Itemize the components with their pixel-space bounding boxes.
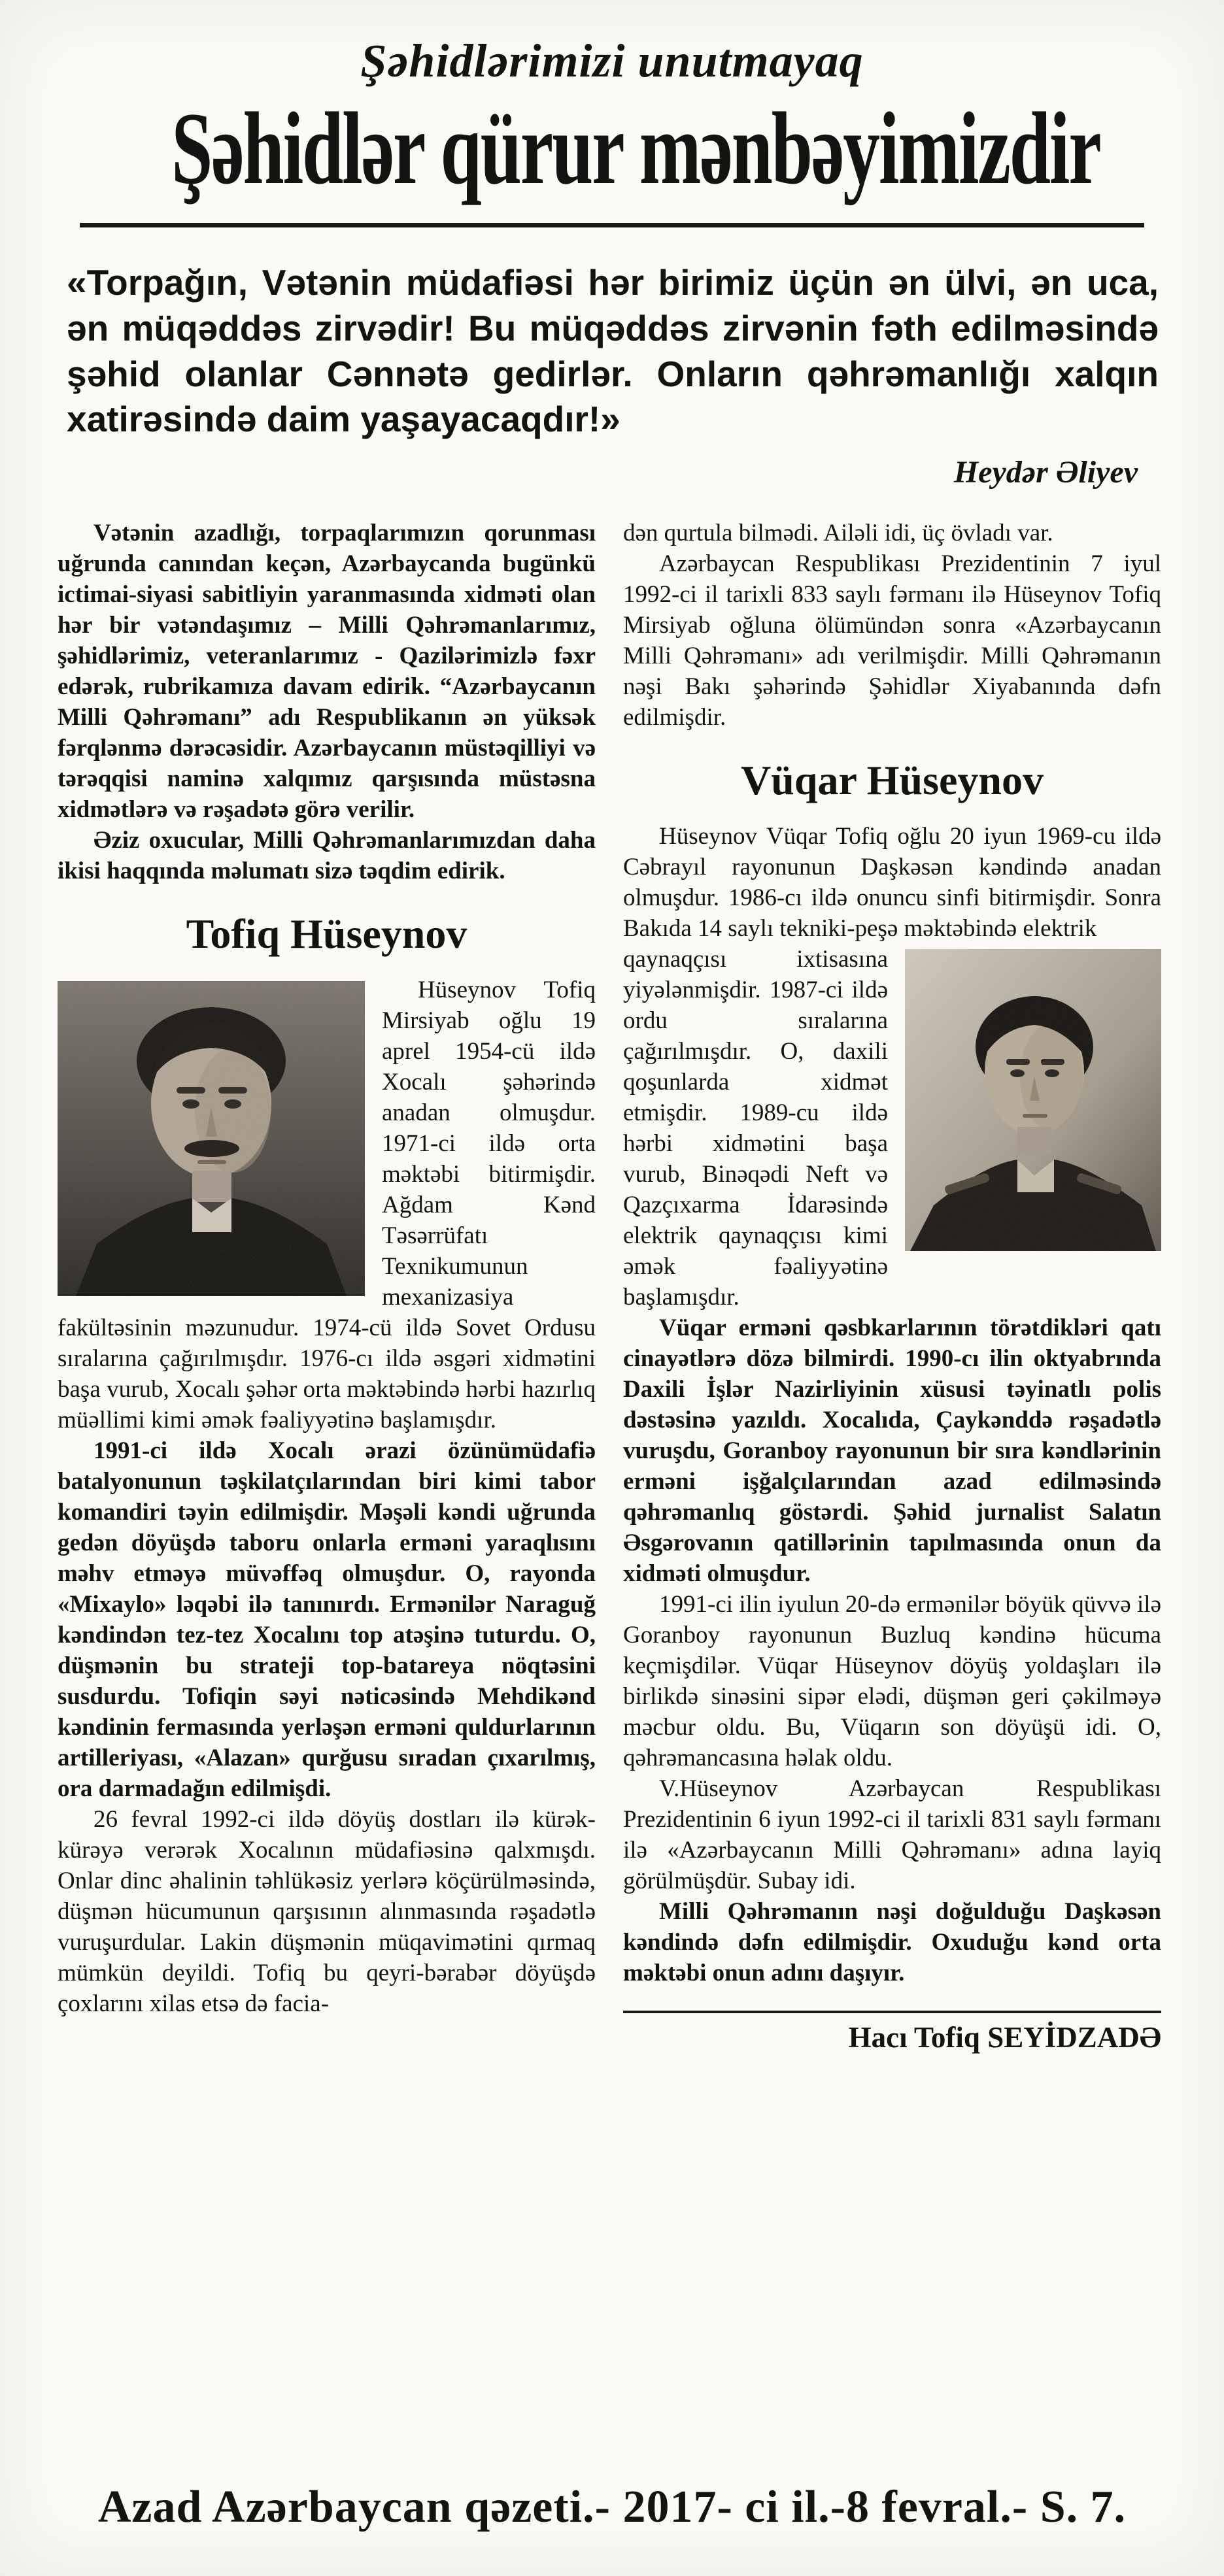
paragraph: 26 fevral 1992-ci ildə döyüş dostları ilə kürək-kürəyə verərək Xocalının müdafiəsinə qalxmışdı. Onlar dinc əhalinin təhlükəsiz yerlərə köçürülməsində, düşmən hücumunun qarşısının alınmasında rəşadətlə vuruşurdular. Lakin düşmənin müqavimətini qırmaq mümkün deyildi. Tofiq bu qeyri-bərabər döyüşdə çoxlarını xilas etsə də facia-: [58, 1805, 596, 2017]
source-citation: Azad Azərbaycan qəzeti.- 2017- ci il.-8 fevral.- S. 7.: [97, 2482, 1127, 2532]
section-title-vuqar: Vüqar Hüseynov: [741, 757, 1044, 804]
paragraph: qaynaqçısı ixtisasına yiyələnmişdir. 1987-ci ildə ordu sıralarına çağırılmışdır. O, daxili qoşunlarda xidmət etmişdir. 1989-cu ildə hərbi xidmətini başa vurub, Binəqədi Neft və Qazçıxarma İdarəsində elektrik qaynaqçısı kimi əmək fəaliyyətinə başlamışdır.: [623, 945, 888, 1311]
continuation-paragraphs: [623, 518, 1161, 733]
right-column: [623, 518, 1161, 2052]
paragraph: Milli Qəhrəmanın nəşi doğulduğu Daşkəsən kəndində dəfn edilmişdir. Oxuduğu kənd orta məktəbi onun adını daşıyır.: [623, 1898, 1161, 1986]
paragraph: Hüseynov Tofiq Mirsiyab oğlu 19 aprel 1954-cü ildə Xocalı şəhərində anadan olmuşdur. 1971-ci ildə orta məktəbi bitirmişdir. Ağdam Kənd Təsərrüfatı Texnikumunun mexanizasiya fakültəsinin məzunudur. 1974-cü ildə Sovet Ordusu sıralarına çağırılmışdır. 1976-cı ildə əsgəri xidmətini başa vurub, Xocalı şəhər orta məktəbində hərbi hazırlıq müəllimi kimi əmək fəaliyyətinə başlamışdır.: [58, 976, 596, 1433]
tofiq-huseynov-photo: [58, 981, 365, 1296]
paragraph: Vüqar erməni qəsbkarlarının törətdikləri qatı cinayətlərə dözə bilmirdi. 1990-cı ilin oktyabrında Daxili İşlər Nazirliyinin xüsusi təyinatlı polis dəstəsinə yazıldı. Xocalıda, Çaykənddə rəşadətlə vuruşdu, Goranboy rayonunun bir sıra kəndlərinin erməni işğalçılarından azad edilməsində qəhrəmanlıq göstərdi. Şəhid jurnalist Salatın Əsgərovanın qatillərinin tapılmasında onun da xidməti olmuşdur.: [623, 1314, 1161, 1587]
quote-attribution: Heydər Əliyev: [953, 455, 1138, 490]
vuqar-article: [623, 821, 1161, 1988]
vuqar-huseynov-photo: [905, 949, 1161, 1251]
left-column: [58, 518, 596, 2052]
portrait-photo-icon: [58, 981, 365, 1296]
tofiq-article: [58, 975, 596, 2019]
paragraph: dən qurtula bilmədi. Ailəli idi, üç övladı var.: [623, 520, 1053, 547]
byline: Hacı Tofiq SEYİDZADƏ: [848, 2020, 1161, 2054]
kicker: Şəhidlərimizi unutmayaq: [360, 35, 864, 87]
paragraph: Azərbaycan Respublikası Prezidentinin 7 iyul 1992-ci il tarixli 833 saylı fərmanı ilə Hüseynov Tofiq Mirsiyab oğluna ölümündən sonra «Azərbaycanın Milli Qəhrəmanı» adı verilmişdir. Milli Qəhrəmanın nəşi Bakı şəhərində Şəhidlər Xiyabanında dəfn edilmişdir.: [623, 550, 1161, 731]
paragraph: Hüseynov Vüqar Tofiq oğlu 20 iyun 1969-cu ildə Cəbrayıl rayonunun Daşkəsən kəndində anadan olmuşdur. 1986-cı ildə onuncu sinfi bitirmişdir. Sonra Bakıda 14 saylı tekniki-peşə məktəbində elektrik: [623, 822, 1161, 942]
article-columns: [58, 518, 1161, 2052]
page-title: Şəhidlər qürur mənbəyimizdir: [171, 92, 1100, 206]
byline-divider: [623, 2011, 1161, 2013]
headline-divider: [80, 223, 1144, 227]
intro-paragraphs: [58, 518, 596, 886]
portrait-photo-icon: [905, 949, 1161, 1251]
paragraph: 1991-ci ildə Xocalı ərazi özünümüdafiə batalyonunun təşkilatçılarından biri kimi tabor komandiri təyin edilmişdir. Məşəli kəndi uğrunda gedən döyüşdə taboru onlarla erməni yaraqlısını məhv etməyə müvəffəq olmuşdur. O, rayonda «Mixaylo» ləqəbi ilə tanınırdı. Ermənilər Naraguğ kəndindən tez-tez Xocalını top atəşinə tuturdu. O, düşmənin bu strateji top-batareya nöqtəsini susdurdu. Tofiqin səyi nəticəsində Mehdikənd kəndinin fermasında yerləşən erməni quldurlarının artilleriyası, «Alazan» qurğusu sıradan çıxarılmış, ora darmadağın edilmişdi.: [58, 1437, 596, 1802]
paragraph: Vətənin azadlığı, torpaqlarımızın qorunması uğrunda canından keçən, Azərbaycanda bugünkü ictimai-siyasi sabitliyin yaranmasında xidməti olan hər bir vətəndaşımız – Milli Qəhrəmanlarımız, şəhidlərimiz, veteranlarımız - Qazilərimizlə fəxr edərək, rubrikamıza davam edirik. “Azərbaycanın Milli Qəhrəmanı” adı Respublikanın ən yüksək fərqlənmə dərəcəsidir. Azərbaycanın müstəqilliyi və tərəqqisi naminə xalqımız qarşısında müstəsna xidmətlərə və rəşadətə görə verilir.: [58, 520, 596, 824]
epigraph-quote: «Torpağın, Vətənin müdafiəsi hər birimiz üçün ən ülvi, ən uca, ən müqəddəs zirvədir! Bu müqəddəs zirvənin fəth edilməsində şəhid olanlar Cənnətə gedirlər. Onların qəhrəmanlığı xalqın xatirəsində daim yaşayacaqdır!»: [67, 261, 1159, 440]
section-title-tofiq: Tofiq Hüseynov: [186, 911, 468, 958]
paragraph: 1991-ci ilin iyulun 20-də ermənilər böyük qüvvə ilə Goranboy rayonunun Buzluq kəndinə hücuma keçmişdilər. Vüqar Hüseynov döyüş yoldaşları ilə birlikdə sinəsini sipər elədi, düşmən geri çəkilməyə məcbur oldu. Bu, Vüqarın son döyüşü idi. O, qəhrəmancasına həlak oldu.: [623, 1590, 1161, 1771]
paragraph: V.Hüseynov Azərbaycan Respublikası Prezidentinin 6 iyun 1992-ci il tarixli 831 saylı fərmanı ilə «Azərbaycanın Milli Qəhrəmanı» adına layiq görülmüşdür. Subay idi.: [623, 1775, 1161, 1894]
paragraph: Əziz oxucular, Milli Qəhrəmanlarımızdan daha ikisi haqqında məlumatı sizə təqdim edirik.: [58, 827, 596, 885]
